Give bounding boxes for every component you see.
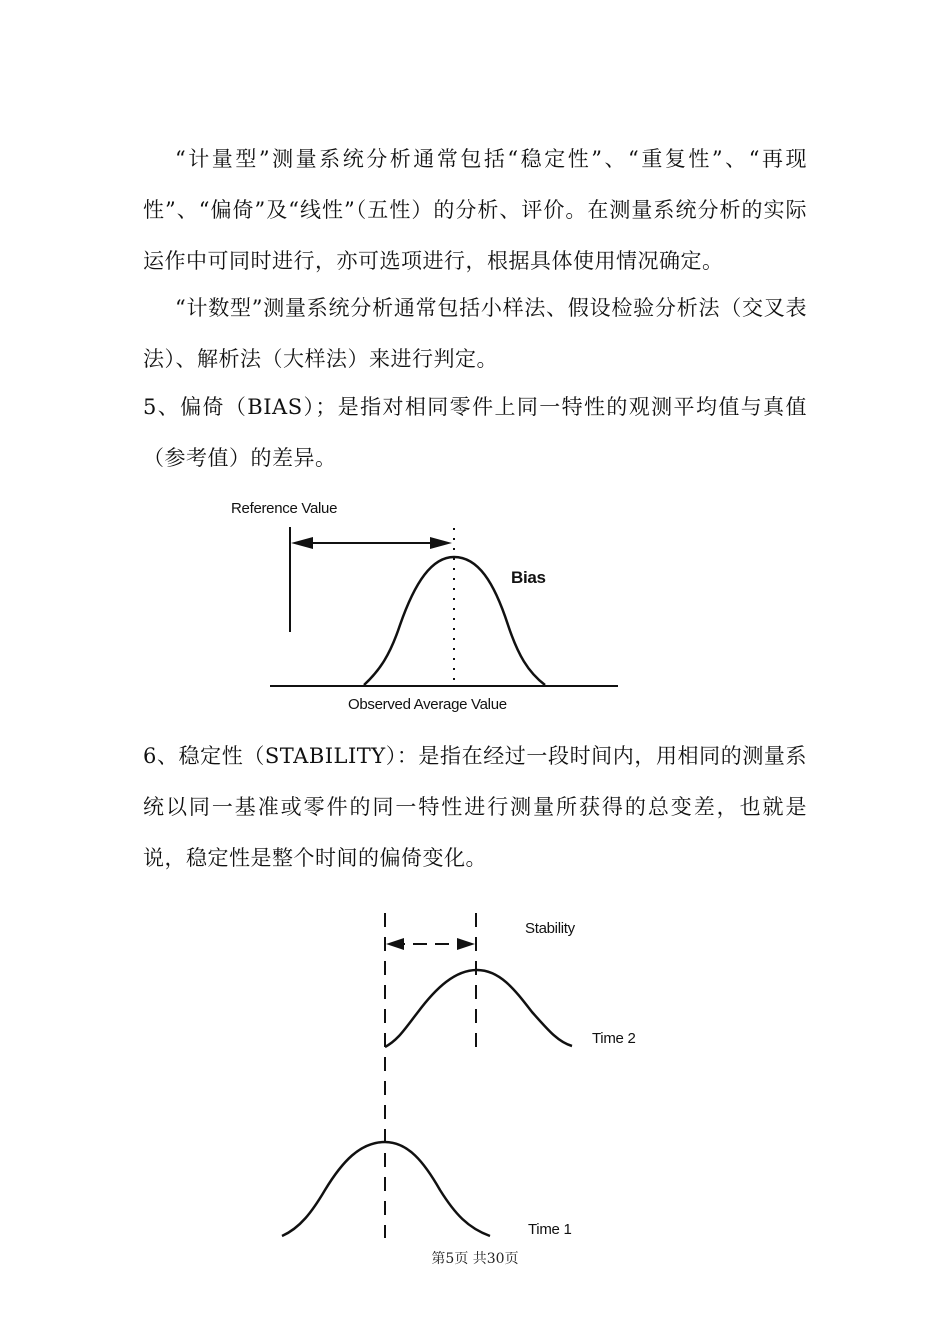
paragraph-attribute-analysis: “计数型”测量系统分析通常包括小样法、假设检验分析法（交叉表法）、解析法（大样法）来进行判定。	[143, 296, 807, 371]
stability-arrow-right-head	[457, 938, 475, 950]
bias-label: Bias	[511, 568, 546, 587]
paragraph-stability-definition: 6、稳定性（STABILITY）：是指在经过一段时间内，用相同的测量系统以同一基准或零件的同一特性进行测量所获得的总变差，也就是说，稳定性是整个时间的偏倚变化。	[143, 744, 807, 870]
time2-label: Time 2	[592, 1030, 636, 1047]
paragraph-measurement-types: “计量型”测量系统分析通常包括“稳定性”、“重复性”、“再现性”、“偏倚”及“线性”（五性）的分析、评价。在测量系统分析的实际运作中可同时进行，亦可选项进行，根据具体使用情况确定。	[143, 147, 807, 273]
stability-arrow-left-head	[386, 938, 404, 950]
observed-average-label: Observed Average Value	[348, 696, 507, 713]
reference-value-label: Reference Value	[231, 500, 338, 517]
paragraph-bias-definition: 5、偏倚（BIAS）；是指对相同零件上同一特性的观测平均值与真值（参考值）的差异。	[143, 395, 807, 470]
page-footer	[0, 1246, 950, 1270]
page-number: 第5页 共30页	[431, 1251, 519, 1267]
time1-label: Time 1	[528, 1221, 572, 1238]
stability-label: Stability	[525, 920, 575, 937]
time2-distribution-curve	[385, 970, 572, 1047]
